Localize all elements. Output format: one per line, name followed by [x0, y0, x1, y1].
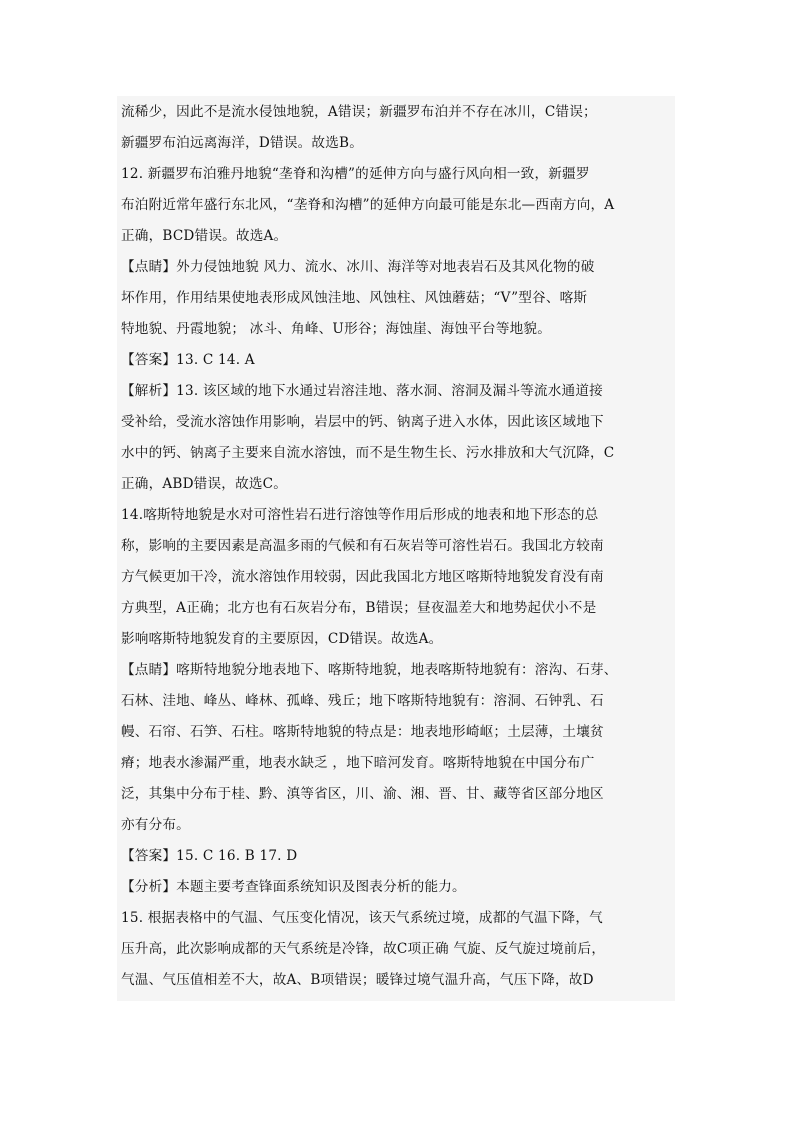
text-line: 正确，ABD错误，故选C。 [121, 476, 288, 492]
text-line: 瘠；地表水渗漏严重，地表水缺乏 ，地下暗河发育。喀斯特地貌在中国分布广 [121, 755, 595, 771]
text-line: 【答案】13. C 14. A [121, 352, 255, 368]
text-line: 方典型，A正确；北方也有石灰岩分布，B错误；昼夜温差大和地势起伏小不是 [121, 600, 597, 616]
text-line: 特地貌、丹霞地貌； 冰斗、角峰、U形谷；海蚀崖、海蚀平台等地貌。 [121, 321, 551, 337]
text-line: 正确，BCD错误。故选A。 [121, 228, 288, 244]
text-line: 【解析】13. 该区域的地下水通过岩溶洼地、落水洞、溶洞及漏斗等流水通道接 [121, 383, 603, 399]
text-line: 影响喀斯特地貌发育的主要原因，CD错误。故选A。 [121, 631, 443, 647]
text-line: 流稀少，因此不是流水侵蚀地貌，A错误；新疆罗布泊并不存在冰川，C错误； [121, 104, 597, 120]
text-line: 【答案】15. C 16. B 17. D [121, 848, 298, 864]
text-line: 【点睛】喀斯特地貌分地表地下、喀斯特地貌，地表喀斯特地貌有：溶沟、石芽、 [121, 662, 618, 678]
text-line: 压升高，此次影响成都的天气系统是冷锋，故C项正确 气旋、反气旋过境前后， [121, 941, 606, 957]
text-line: 称，影响的主要因素是高温多雨的气候和有石灰岩等可溶性岩石。我国北方较南 [121, 538, 604, 554]
text-line: 12. 新疆罗布泊雅丹地貌“垄脊和沟槽”的延伸方向与盛行风向相一致，新疆罗 [121, 166, 590, 182]
text-line: 14.喀斯特地貌是水对可溶性岩石进行溶蚀等作用后形成的地表和地下形态的总 [121, 507, 599, 523]
text-line: 水中的钙、钠离子主要来自流水溶蚀，而不是生物生长、污水排放和大气沉降，C [121, 445, 615, 461]
text-line: 泛，其集中分布于桂、黔、滇等省区，川、渝、湘、晋、甘、藏等省区部分地区 [121, 786, 604, 802]
text-line: 受补给，受流水溶蚀作用影响，岩层中的钙、钠离子进入水体，因此该区域地下 [121, 414, 604, 430]
text-line: 新疆罗布泊远离海洋，D错误。故选B。 [121, 135, 363, 151]
text-line: 方气候更加干冷，流水溶蚀作用较弱，因此我国北方地区喀斯特地貌发育没有南 [121, 569, 604, 585]
text-line: 【分析】本题主要考查锋面系统知识及图表分析的能力。 [121, 879, 466, 895]
text-line: 15. 根据表格中的气温、气压变化情况，该天气系统过境，成都的气温下降，气 [121, 910, 603, 926]
text-line: 布泊附近常年盛行东北风，“垄脊和沟槽”的延伸方向最可能是东北—西南方向，A [121, 197, 615, 213]
text-line: 石林、洼地、峰丛、峰林、孤峰、残丘；地下喀斯特地貌有：溶洞、石钟乳、石 [121, 693, 604, 709]
text-line: 幔、石帘、石笋、石柱。喀斯特地貌的特点是：地表地形崎岖；土层薄，土壤贫 [121, 724, 604, 740]
text-line: 坏作用，作用结果使地表形成风蚀洼地、风蚀柱、风蚀蘑菇；“V”型谷、喀斯 [121, 290, 588, 306]
text-line: 亦有分布。 [121, 817, 190, 833]
answer-text-block [117, 96, 675, 1001]
text-line: 气温、气压值相差不大，故A、B项错误；暖锋过境气温升高，气压下降，故D [121, 972, 594, 988]
text-line: 【点睛】外力侵蚀地貌 风力、流水、冰川、海洋等对地表岩石及其风化物的破 [121, 259, 595, 275]
